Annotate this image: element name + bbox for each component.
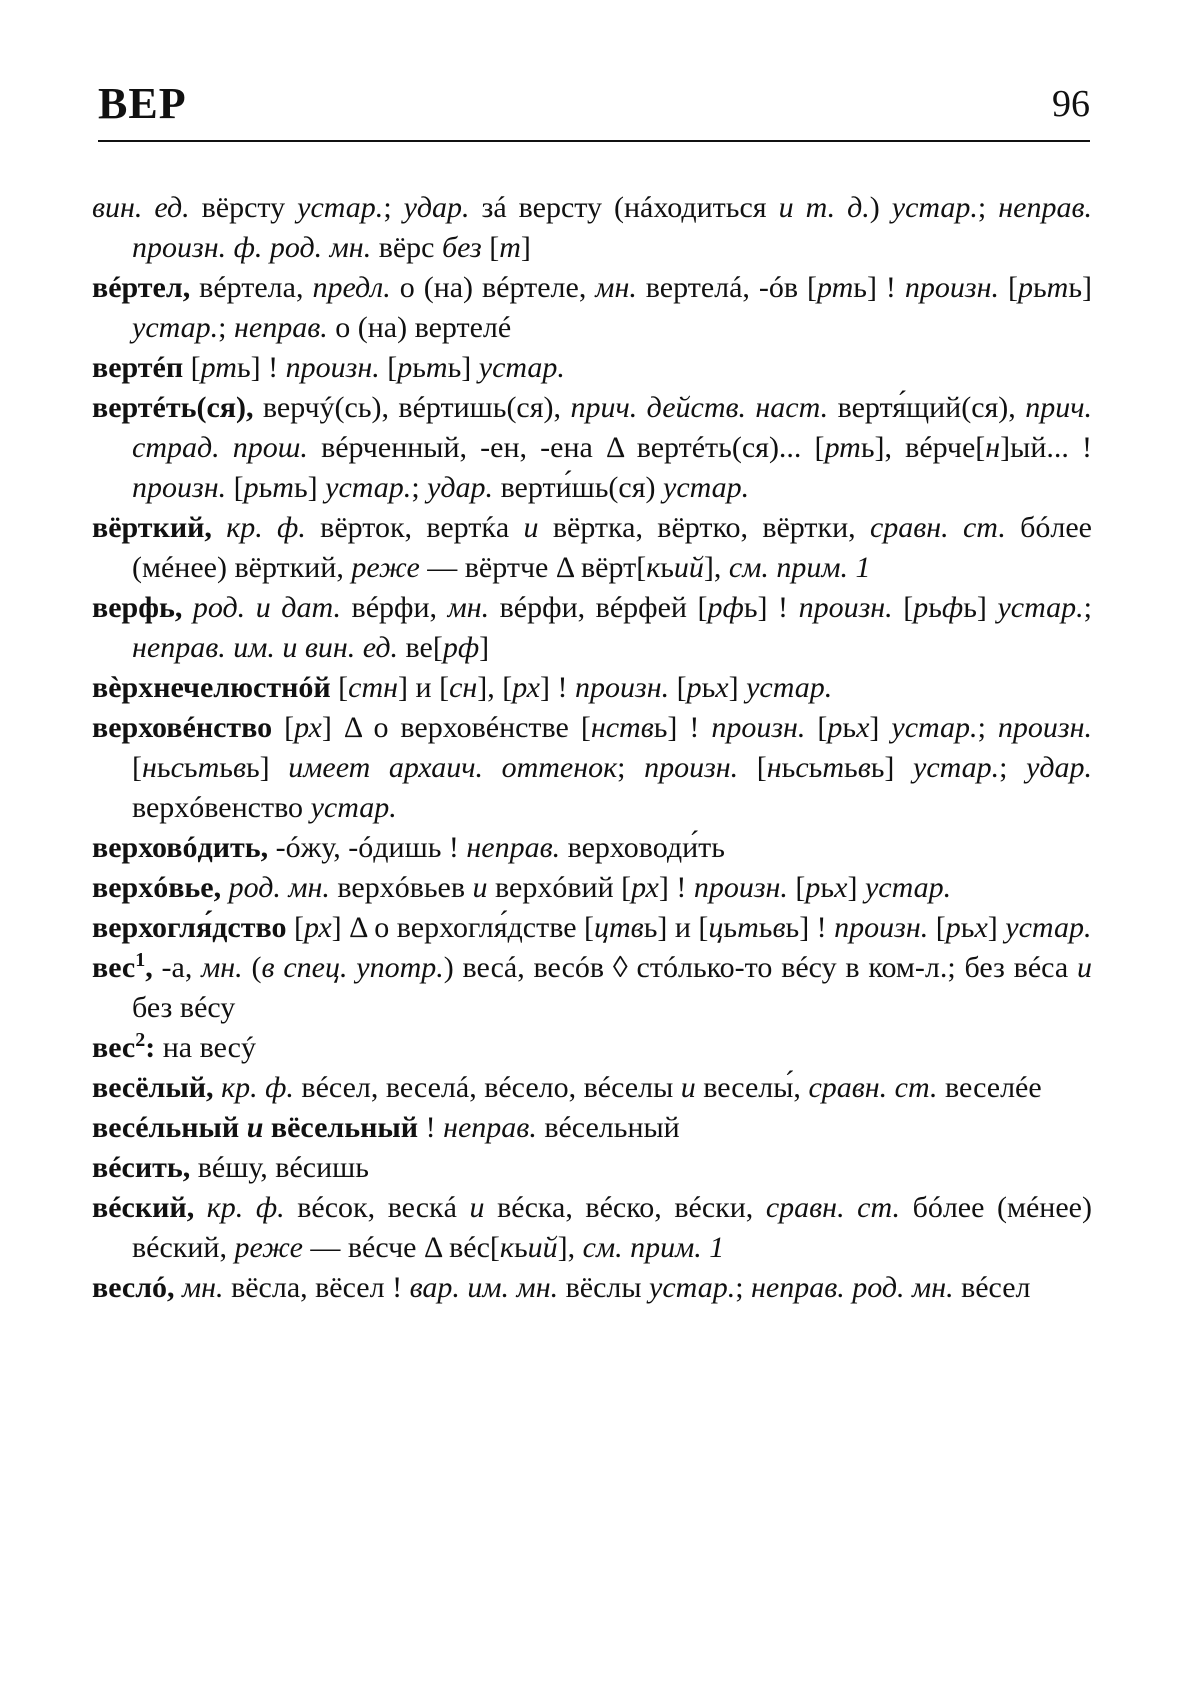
entry-label: рт xyxy=(200,351,237,384)
entry-headword: верхóвье, xyxy=(92,871,222,904)
entry-label: произн. xyxy=(693,871,788,904)
entry-text xyxy=(221,871,229,904)
dictionary-entry xyxy=(92,188,1092,268)
entry-label: рт xyxy=(824,431,861,464)
entry-headword: вéртел, xyxy=(92,271,191,304)
entry-label: т xyxy=(822,751,845,784)
entry-label: устар. xyxy=(132,311,219,344)
entry-text: ь xyxy=(701,671,716,704)
entry-text: ь xyxy=(156,751,171,784)
entry-label: кр. ф. xyxy=(221,1071,294,1104)
entry-text: ь xyxy=(643,911,658,944)
dictionary-entry xyxy=(92,668,1092,708)
entry-headword: верфь, xyxy=(92,591,183,624)
entry-text: вéсельный xyxy=(536,1111,680,1144)
entry-text: ь xyxy=(447,351,462,384)
entry-label: произн. xyxy=(904,271,999,304)
entry-text: ] и [ xyxy=(657,911,709,944)
entry-text: ь xyxy=(513,1231,528,1264)
entry-label: произн. xyxy=(997,711,1092,744)
entry-text: веселы́, xyxy=(695,1071,809,1104)
entry-text: вéшу, вéсишь xyxy=(190,1151,369,1184)
entry-text: вéсок, вескá xyxy=(284,1191,470,1224)
entry-text: вёрток, вертќа xyxy=(305,511,524,544)
entry-text: [ xyxy=(787,871,806,904)
entry-label: р xyxy=(827,711,843,744)
entry-label: т xyxy=(1046,271,1069,304)
entry-label: сравн. ст. xyxy=(869,511,1006,544)
running-head: ВЕР xyxy=(98,79,187,128)
entry-label: произн. xyxy=(834,911,929,944)
entry-label: р xyxy=(1017,271,1033,304)
dictionary-entry xyxy=(92,908,1092,948)
page-header xyxy=(98,78,1090,142)
entry-text: ь xyxy=(183,751,198,784)
entry-label: сравн. ст. xyxy=(808,1071,938,1104)
entry-label: цтв xyxy=(594,911,644,944)
entry-headword: верховóдить, xyxy=(92,831,269,864)
entry-text: ) xyxy=(869,191,892,224)
entry-text: верховоди́ть xyxy=(560,831,725,864)
entry-text: вéртела, xyxy=(190,271,313,304)
entry-label: с xyxy=(170,751,184,784)
entry-label: н xyxy=(985,431,1001,464)
entry-text: ] Δ о верхогля́дстве [ xyxy=(331,911,594,944)
dictionary-entry xyxy=(92,828,1092,868)
entry-text: ь xyxy=(258,471,273,504)
entry-text: ; xyxy=(383,191,404,224)
entry-text: [ xyxy=(183,351,201,384)
entry-label: р xyxy=(913,591,929,624)
dictionary-entry xyxy=(92,508,1092,588)
entry-text: ( xyxy=(242,951,262,984)
entry-label: устар. xyxy=(663,471,750,504)
entry-text: ь xyxy=(820,871,835,904)
entry-text: ь xyxy=(960,911,975,944)
entry-text: вертелá, -óв [ xyxy=(636,271,817,304)
entry-text: ] Δ о верховéнстве [ xyxy=(321,711,591,744)
dictionary-entry xyxy=(92,348,1092,388)
entry-text: ь xyxy=(853,271,867,304)
entry-text: ] xyxy=(259,751,289,784)
entry-text: веселéе xyxy=(937,1071,1042,1104)
dictionary-entry xyxy=(92,948,1092,1028)
entry-text: ] xyxy=(884,751,913,784)
entry-text: верчý(сь), вéртишь(ся), xyxy=(253,391,571,424)
entry-text: ь xyxy=(844,751,858,784)
entry-text: [ xyxy=(226,471,244,504)
entry-text: ] ! xyxy=(667,711,712,744)
entry-text: вёслы xyxy=(558,1271,650,1304)
dictionary-entry xyxy=(92,388,1092,508)
entry-label: устар. xyxy=(478,351,565,384)
entry-text: вёрс xyxy=(371,231,442,264)
entry-text: ) весá, весóв ◊ стóлько-то вéсу в ком-л.; без вéса xyxy=(443,951,1077,984)
entry-text: ; xyxy=(977,711,998,744)
entry-label: х xyxy=(715,671,729,704)
entry-label: вин. ед. xyxy=(92,191,190,224)
entry-text: ] xyxy=(307,471,326,504)
entry-text: вертя́щий(ся), xyxy=(828,391,1026,424)
entry-label: произн. xyxy=(798,591,893,624)
entry-text: — вéсче Δ вéс[ xyxy=(302,1231,500,1264)
entry-text: вёртка, вёртко, вёртки, xyxy=(538,511,870,544)
entry-text: вёрсту xyxy=(189,191,298,224)
entry-label: х xyxy=(974,911,988,944)
entry-label: р xyxy=(397,351,413,384)
entry-text: ], вéрче[ xyxy=(874,431,986,464)
entry-text: ь xyxy=(293,471,308,504)
entry-headword: вéский, xyxy=(92,1191,195,1224)
entry-text: [ xyxy=(132,751,142,784)
entry-label: рф xyxy=(707,591,744,624)
entry-text: [ xyxy=(892,591,914,624)
entry-text: ь xyxy=(842,711,857,744)
entry-text xyxy=(263,1111,271,1144)
entry-text: вéсел xyxy=(953,1271,1031,1304)
entry-text: вéсел, веселá, вéсело, вéселы xyxy=(293,1071,681,1104)
entry-text: ] xyxy=(461,351,479,384)
entry-label: прич. страд. прош. xyxy=(132,391,1093,464)
entry-label: неправ. xyxy=(466,831,561,864)
entry-headword: вес xyxy=(92,1031,136,1064)
entry-text: ь xyxy=(743,591,758,624)
entry-label: ц xyxy=(708,911,724,944)
entry-headword: вѐрхнечелюстнóй xyxy=(92,671,331,704)
entry-text: [ xyxy=(286,911,304,944)
entry-label: произн. xyxy=(132,471,227,504)
entry-text: ] ! xyxy=(866,271,905,304)
entry-text: ь xyxy=(660,551,674,584)
entry-label: устар. xyxy=(913,751,1000,784)
entry-label: н xyxy=(142,751,157,784)
entry-text: ; xyxy=(1083,591,1092,624)
entry-label: рф xyxy=(442,631,480,664)
entry-label: т xyxy=(737,911,759,944)
entry-text: ь xyxy=(860,431,875,464)
entry-text: [ xyxy=(481,231,500,264)
entry-label: неправ. произн. ф. род. мн. xyxy=(132,191,1092,264)
dictionary-entry xyxy=(92,1108,1092,1148)
entry-label: прич. действ. наст. xyxy=(570,391,829,424)
entry-headword: вертéп xyxy=(92,351,184,384)
entry-text: ь xyxy=(723,911,738,944)
entry-label: неправ. род. мн. xyxy=(751,1271,954,1304)
entry-label: н xyxy=(766,751,782,784)
entry-label: в xyxy=(232,751,246,784)
entry-text: -óжу, -óдишь ! xyxy=(268,831,467,864)
entry-text: о (на) вертелé xyxy=(327,311,512,344)
entry-label: р xyxy=(945,911,961,944)
entry-label: к xyxy=(499,1231,514,1264)
entry-label: в xyxy=(857,751,871,784)
entry-text: на весý xyxy=(155,1031,256,1064)
entry-text: вéска, вéско, вéски, xyxy=(484,1191,766,1224)
entry-text: ] xyxy=(976,591,998,624)
entry-text: ь xyxy=(928,591,942,624)
entry-text: ь xyxy=(785,911,800,944)
entry-headword: вéсить, xyxy=(92,1151,191,1184)
entry-label: устар. xyxy=(649,1271,736,1304)
entry-text: ь xyxy=(219,751,233,784)
entry-label: удар. xyxy=(1026,751,1092,784)
entry-label: р xyxy=(805,871,821,904)
entry-text: ; xyxy=(411,471,428,504)
entry-text: ] xyxy=(479,631,490,664)
entry-text: ь xyxy=(808,751,823,784)
entry-label: стн xyxy=(348,671,399,704)
entry-text: ь xyxy=(781,751,796,784)
entry-text: ] xyxy=(987,911,1006,944)
entry-label: и xyxy=(680,1071,696,1104)
entry-text: [ xyxy=(379,351,398,384)
entry-label: неправ. им. и вин. ед. xyxy=(132,631,399,664)
entry-text: ! xyxy=(418,1111,444,1144)
entry-text xyxy=(212,511,226,544)
entry-text: ь xyxy=(963,591,977,624)
entry-label: нств xyxy=(590,711,654,744)
dictionary-entry xyxy=(92,868,1092,908)
entry-label: т xyxy=(425,351,448,384)
entry-text: ] ! xyxy=(658,871,694,904)
entry-text xyxy=(239,1111,247,1144)
entry-label: рх xyxy=(303,911,332,944)
entry-label: род. и дат. xyxy=(192,591,341,624)
entry-label: произн. xyxy=(285,351,380,384)
entry-label: рт xyxy=(817,271,854,304)
entry-label: и xyxy=(523,511,539,544)
entry-text: ] xyxy=(869,711,892,744)
entry-label: в спец. употр. xyxy=(261,951,444,984)
dictionary-entry xyxy=(92,1068,1092,1108)
homonym-index: 2 xyxy=(135,1029,146,1051)
entry-label: произн. xyxy=(574,671,670,704)
entry-label: мн. xyxy=(595,271,637,304)
entry-label: с xyxy=(795,751,809,784)
entry-text: о (на) вéртеле, xyxy=(390,271,596,304)
dictionary-entry xyxy=(92,268,1092,348)
entry-text: — вёртче Δ вёрт[ xyxy=(419,551,647,584)
entry-text: верхóвий [ xyxy=(487,871,632,904)
entry-text: ] ! xyxy=(757,591,799,624)
entry-text: ] и [ xyxy=(398,671,450,704)
entry-label: устар. xyxy=(864,871,952,904)
entry-label: неправ. xyxy=(234,311,328,344)
entry-text: ; xyxy=(999,751,1027,784)
entry-text xyxy=(214,1071,222,1104)
entry-label: и xyxy=(472,871,488,904)
entry-headword: вертéть(ся), xyxy=(92,391,254,424)
entry-headword: веслó, xyxy=(92,1271,175,1304)
entry-text: [ xyxy=(272,711,295,744)
entry-label: мн. xyxy=(447,591,490,624)
entry-label: неправ. xyxy=(443,1111,537,1144)
entry-label: т xyxy=(499,231,521,264)
entry-headword: вес xyxy=(92,951,136,984)
entry-text: бóлее (мéнее) вéский, xyxy=(132,1191,1092,1264)
entry-label: удар. xyxy=(427,471,494,504)
entry-label: ий xyxy=(673,551,704,584)
entry-text: [ xyxy=(669,671,687,704)
entry-text: вёсла, вёсел ! xyxy=(223,1271,410,1304)
entry-label: рх xyxy=(631,871,659,904)
entry-label: устар. xyxy=(297,191,384,224)
entry-text: : xyxy=(145,1031,156,1064)
homonym-index: 1 xyxy=(135,949,146,971)
entry-headword: верховéнство xyxy=(92,711,273,744)
entry-label: устар. xyxy=(310,791,397,824)
entry-label: в xyxy=(772,911,786,944)
entry-text: [ xyxy=(330,671,349,704)
entry-label: см. прим. 1 xyxy=(728,551,871,584)
dictionary-entry xyxy=(92,1188,1092,1268)
entry-label: и т. д. xyxy=(778,191,870,224)
entry-text: ; xyxy=(977,191,999,224)
entry-text: [ xyxy=(998,271,1018,304)
entry-label: род. мн. xyxy=(228,871,330,904)
entry-text xyxy=(175,1271,183,1304)
entry-label: устар. xyxy=(997,591,1084,624)
entry-headword: вёрткий, xyxy=(92,511,212,544)
entry-label: и xyxy=(246,1111,264,1144)
entry-label: р xyxy=(686,671,702,704)
entry-text: [ xyxy=(928,911,946,944)
entry-label: ий xyxy=(527,1231,558,1264)
entry-label: устар. xyxy=(891,191,978,224)
entry-text: ] ! xyxy=(250,351,286,384)
entry-label: х xyxy=(834,871,848,904)
entry-text: без вéсу xyxy=(132,991,236,1024)
dictionary-entry xyxy=(92,1148,1092,1188)
entry-text: ь xyxy=(1068,271,1082,304)
entry-headword: верхогля́дство xyxy=(92,911,287,944)
entry-text: ь xyxy=(758,911,773,944)
entry-text: ; xyxy=(617,751,645,784)
entry-text: ], xyxy=(703,551,729,584)
entry-label: и xyxy=(1076,951,1092,984)
entry-text: ; xyxy=(218,311,235,344)
entry-label: устар. xyxy=(746,671,833,704)
entry-label: т xyxy=(197,751,220,784)
entry-label: устар. xyxy=(1005,911,1092,944)
entry-text: вéрфи, вéрфей [ xyxy=(489,591,708,624)
entry-text: ь xyxy=(1032,271,1047,304)
entry-label: см. прим. 1 xyxy=(582,1231,725,1264)
entry-label: реже xyxy=(351,551,420,584)
entry-label: рх xyxy=(294,711,322,744)
entry-headword: весéльный xyxy=(92,1111,240,1144)
entry-text: вéрфи, xyxy=(340,591,448,624)
entry-text: ь xyxy=(245,751,260,784)
entry-label: устар. xyxy=(891,711,978,744)
entry-text xyxy=(194,1191,207,1224)
entry-label: устар. xyxy=(325,471,412,504)
entry-label: кр. ф. xyxy=(226,511,306,544)
entry-text: ь xyxy=(653,711,668,744)
dictionary-entry xyxy=(92,1028,1092,1068)
dictionary-entries xyxy=(92,188,1092,1308)
entry-text: верхóвенство xyxy=(132,791,311,824)
page-number: 96 xyxy=(1052,83,1090,125)
dictionary-entry xyxy=(92,588,1092,668)
entry-text: ь xyxy=(236,351,251,384)
entry-text: ь xyxy=(412,351,426,384)
entry-label: имеет архаич. оттенок xyxy=(288,751,618,784)
entry-text: [ xyxy=(738,751,767,784)
entry-label: х xyxy=(856,711,870,744)
entry-text: ] xyxy=(728,671,747,704)
entry-text xyxy=(182,591,193,624)
dictionary-entry xyxy=(92,708,1092,828)
entry-label: произн. xyxy=(644,751,739,784)
entry-text: зá версту (нáходиться xyxy=(469,191,779,224)
entry-text: верти́шь(ся) xyxy=(493,471,664,504)
entry-label: сравн. ст. xyxy=(765,1191,900,1224)
entry-text: , xyxy=(145,951,153,984)
entry-text: вёсельный xyxy=(270,1111,419,1144)
entry-text: -а, xyxy=(152,951,202,984)
entry-label: рх xyxy=(512,671,540,704)
entry-label: удар. xyxy=(403,191,470,224)
entry-text: ], [ xyxy=(477,671,513,704)
dictionary-entry xyxy=(92,1268,1092,1308)
entry-label: произн. xyxy=(711,711,806,744)
entry-text: верхóвьев xyxy=(329,871,473,904)
entry-text: ; xyxy=(735,1271,752,1304)
entry-text: ве[ xyxy=(398,631,443,664)
entry-label: сн xyxy=(449,671,478,704)
entry-label: без xyxy=(442,231,482,264)
entry-label: ф xyxy=(941,591,964,624)
entry-label: предл. xyxy=(312,271,391,304)
entry-text: ] xyxy=(1082,271,1092,304)
entry-headword: весёлый, xyxy=(92,1071,214,1104)
entry-label: реже xyxy=(234,1231,303,1264)
entry-label: и xyxy=(469,1191,485,1224)
entry-label: к xyxy=(646,551,661,584)
entry-text: ] xyxy=(520,231,531,264)
entry-text: ] ! xyxy=(540,671,575,704)
entry-text: вéрченный, -ен, -ена Δ вертéть(ся)... [ xyxy=(307,431,825,464)
entry-text: ], xyxy=(557,1231,583,1264)
entry-label: р xyxy=(243,471,259,504)
entry-text: [ xyxy=(805,711,828,744)
entry-text: ь xyxy=(870,751,885,784)
entry-text: ]ый... ! xyxy=(1000,431,1092,464)
entry-label: вар. им. мн. xyxy=(409,1271,559,1304)
entry-label: т xyxy=(272,471,294,504)
entry-label: мн. xyxy=(201,951,243,984)
entry-text: бóлее (мéнее) вёрткий, xyxy=(132,511,1092,584)
entry-label: мн. xyxy=(182,1271,224,1304)
entry-text: ] ! xyxy=(799,911,835,944)
entry-label: кр. ф. xyxy=(206,1191,285,1224)
entry-text: ] xyxy=(847,871,865,904)
